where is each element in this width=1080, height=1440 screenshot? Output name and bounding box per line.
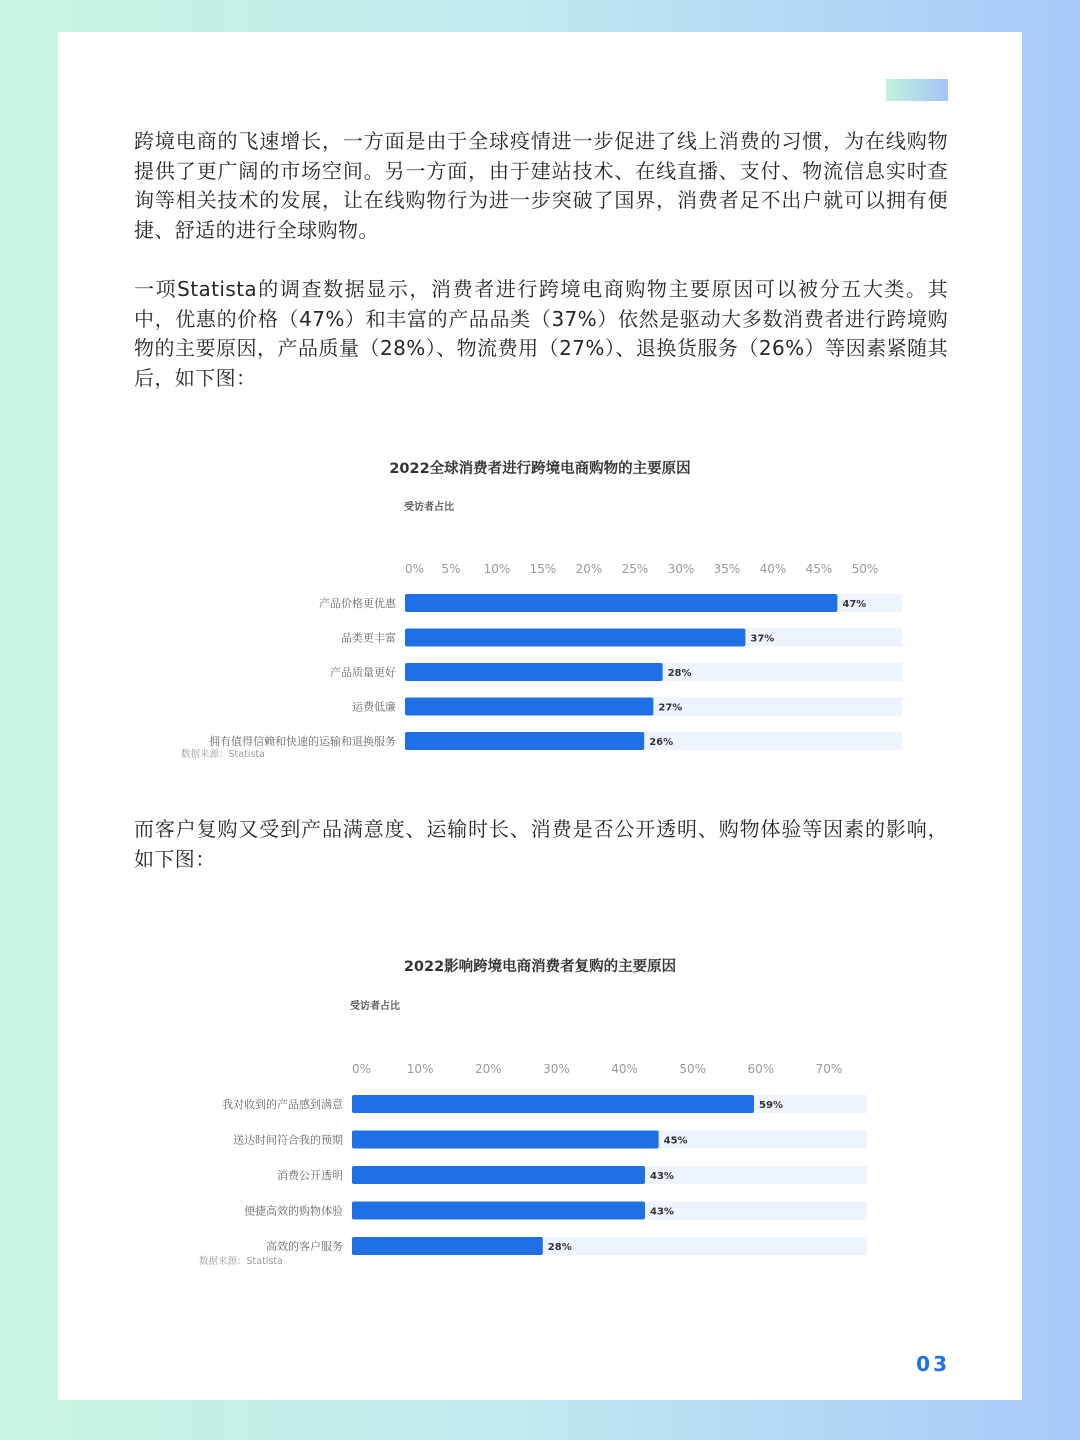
x-tick-label: 5%: [441, 562, 461, 576]
x-tick-label: 20%: [474, 1062, 502, 1076]
category-label: 产品质量更好: [330, 666, 396, 679]
x-tick-label: 10%: [483, 562, 511, 576]
x-tick-label: 60%: [747, 1062, 775, 1076]
bar: [352, 1095, 754, 1113]
data-label: 47%: [842, 599, 867, 610]
data-label: 45%: [663, 1135, 688, 1147]
bar: [405, 629, 745, 647]
bar: [405, 732, 644, 750]
bar: [352, 1131, 659, 1149]
x-tick-label: 45%: [805, 562, 833, 576]
x-tick-label: 50%: [679, 1062, 707, 1076]
x-tick-label: 15%: [529, 562, 557, 576]
data-label: 27%: [658, 702, 683, 714]
category-label: 品类更丰富: [341, 631, 396, 645]
data-label: 43%: [650, 1206, 674, 1218]
x-tick-label: 0%: [405, 562, 425, 576]
bar: [352, 1202, 645, 1220]
x-tick-label: 25%: [621, 562, 649, 576]
category-label: 便捷高效的购物体验: [244, 1204, 343, 1218]
chart-ylabel: 受访者占比: [404, 502, 454, 513]
category-label: 产品价格更优惠: [319, 597, 396, 610]
x-tick-label: 30%: [667, 562, 695, 576]
x-tick-label: 35%: [713, 562, 741, 576]
data-label: 28%: [547, 1242, 572, 1253]
intro-paragraph: 跨境电商的飞速增长，一方面是由于全球疫情进一步促进了线上消费的习惯，为在线购物提供了更广阔的市场空间。另一方面，由于建站技术、在线直播、支付、物流信息实时查询等相关技术的发展，让在线购物行为进一步突破了国界，消费者足不出户就可以拥有便捷、舒适的进行全球购物。: [134, 129, 948, 242]
repurchase-reasons-chart: [58, 950, 1022, 1270]
chart-title: 2022全球消费者进行跨境电商购物的主要原因: [389, 461, 691, 477]
chart-title: 2022影响跨境电商消费者复购的主要原因: [403, 959, 677, 975]
x-tick-label: 20%: [575, 562, 603, 576]
repurchase-paragraph: 而客户复购又受到产品满意度、运输时长、消费是否公开透明、购物体验等因素的影响，如下图：: [134, 817, 948, 871]
bar: [352, 1166, 645, 1184]
x-tick-label: 50%: [851, 562, 879, 576]
corner-decoration: [886, 79, 948, 101]
category-label: 送达时间符合我的预期: [233, 1133, 343, 1147]
page-number: 03: [916, 1352, 950, 1376]
category-label: 运费低廉: [352, 700, 396, 714]
x-tick-label: 10%: [406, 1062, 434, 1076]
x-tick-label: 70%: [815, 1062, 843, 1076]
data-label: 26%: [649, 737, 674, 748]
category-label: 高效的客户服务: [266, 1240, 343, 1253]
chart-source: 数据来源：Statista: [181, 749, 265, 760]
category-label: 消费公开透明: [277, 1169, 343, 1182]
x-tick-label: 40%: [759, 562, 787, 576]
category-label: 我对收到的产品感到满意: [222, 1098, 343, 1111]
report-page: [58, 32, 1022, 1400]
bar: [352, 1237, 543, 1255]
data-label: 37%: [750, 633, 775, 645]
data-label: 59%: [759, 1100, 783, 1111]
bar: [405, 698, 653, 716]
x-tick-label: 0%: [352, 1062, 372, 1076]
purchase-reasons-chart: [58, 452, 1022, 772]
x-tick-label: 40%: [611, 1062, 638, 1076]
category-label: 拥有值得信赖和快速的运输和退换服务: [209, 735, 396, 748]
chart-ylabel: 受访者占比: [350, 1001, 400, 1012]
x-tick-label: 30%: [543, 1062, 570, 1076]
bar: [405, 663, 663, 681]
bar: [405, 594, 837, 612]
data-label: 43%: [650, 1171, 674, 1182]
data-label: 28%: [667, 668, 692, 679]
survey-paragraph: 一项Statista的调查数据显示，消费者进行跨境电商购物主要原因可以被分五大类。其中，优惠的价格（47%）和丰富的产品品类（37%）依然是驱动大多数消费者进行跨境购物的主要原因，产品质量（28%）、物流费用（27%）、退换货服务（26%）等因素紧随其后，如下图：: [134, 277, 948, 390]
chart-source: 数据来源：Statista: [199, 1256, 283, 1267]
